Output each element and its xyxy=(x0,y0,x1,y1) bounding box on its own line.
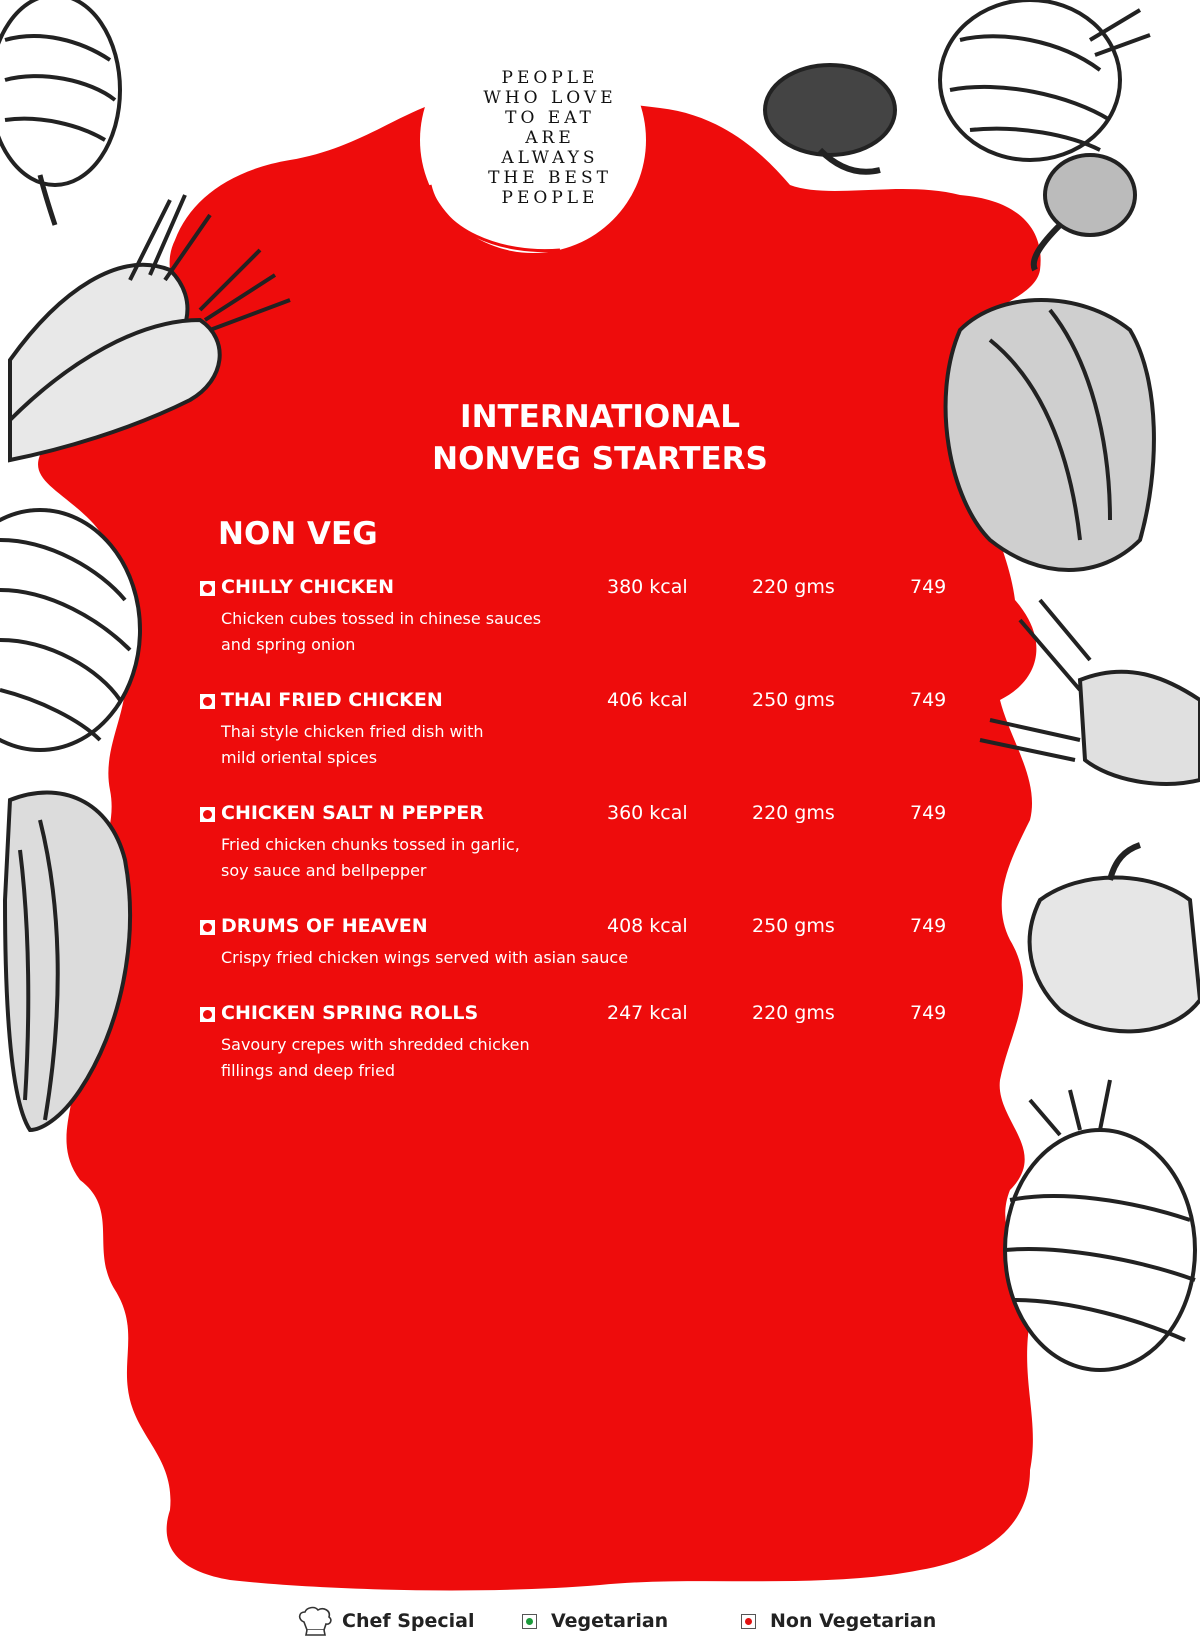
item-kcal: 380 kcal xyxy=(607,576,688,598)
quote-text xyxy=(460,68,640,208)
item-description-line: Chicken cubes tossed in chinese sauces xyxy=(221,609,542,628)
legend-chef-special xyxy=(296,1606,475,1636)
legend-label: Vegetarian xyxy=(551,1610,669,1632)
page-title-line1: INTERNATIONAL xyxy=(460,399,740,435)
quote-line: PEOPLE xyxy=(501,68,599,88)
item-description-line: fillings and deep fried xyxy=(221,1061,396,1080)
item-price: 749 xyxy=(910,802,947,824)
item-kcal: 247 kcal xyxy=(607,1002,688,1024)
item-name: THAI FRIED CHICKEN xyxy=(221,689,443,711)
item-description-line: Crispy fried chicken wings served with asian sauce xyxy=(221,948,629,967)
legend-vegetarian xyxy=(522,1606,668,1636)
legend-label: Non Vegetarian xyxy=(770,1610,937,1632)
item-weight: 220 gms xyxy=(752,1002,835,1024)
section-title: NON VEG xyxy=(218,516,378,552)
item-name: CHICKEN SPRING ROLLS xyxy=(221,1002,479,1024)
item-price: 749 xyxy=(910,1002,947,1024)
quote-line: ALWAYS xyxy=(501,148,599,168)
quote-line: PEOPLE xyxy=(501,188,599,208)
nonveg-marker-icon xyxy=(200,920,215,935)
chef-hat-icon xyxy=(296,1606,334,1636)
legend-label: Chef Special xyxy=(342,1610,475,1632)
item-price: 749 xyxy=(910,576,947,598)
nonveg-marker-icon xyxy=(200,1007,215,1022)
quote-line: TO EAT xyxy=(505,108,595,128)
item-description xyxy=(221,1032,530,1084)
nonveg-marker-icon xyxy=(200,581,215,596)
nonveg-marker-icon xyxy=(741,1614,756,1629)
item-description xyxy=(221,945,628,971)
item-name: DRUMS OF HEAVEN xyxy=(221,915,428,937)
nonveg-marker-icon xyxy=(200,807,215,822)
page-title-line2: NONVEG STARTERS xyxy=(432,441,768,477)
item-description xyxy=(221,606,541,658)
item-kcal: 360 kcal xyxy=(607,802,688,824)
item-price: 749 xyxy=(910,689,947,711)
nonveg-marker-icon xyxy=(200,694,215,709)
page-title xyxy=(370,396,830,480)
item-weight: 220 gms xyxy=(752,802,835,824)
quote-line: ARE xyxy=(525,128,575,148)
item-description-line: Thai style chicken fried dish with xyxy=(221,722,484,741)
item-description xyxy=(221,719,484,771)
item-weight: 250 gms xyxy=(752,689,835,711)
item-description-line: Savoury crepes with shredded chicken xyxy=(221,1035,530,1054)
quote-line: WHO LOVE xyxy=(483,88,617,108)
item-description-line: Fried chicken chunks tossed in garlic, xyxy=(221,835,520,854)
item-name: CHICKEN SALT N PEPPER xyxy=(221,802,484,824)
item-kcal: 408 kcal xyxy=(607,915,688,937)
veg-marker-icon xyxy=(522,1614,537,1629)
item-kcal: 406 kcal xyxy=(607,689,688,711)
item-weight: 220 gms xyxy=(752,576,835,598)
item-description-line: mild oriental spices xyxy=(221,748,378,767)
item-weight: 250 gms xyxy=(752,915,835,937)
item-description xyxy=(221,832,520,884)
item-name: CHILLY CHICKEN xyxy=(221,576,395,598)
legend-non-vegetarian xyxy=(741,1606,936,1636)
item-description-line: soy sauce and bellpepper xyxy=(221,861,427,880)
item-description-line: and spring onion xyxy=(221,635,356,654)
quote-line: THE BEST xyxy=(488,168,612,188)
item-price: 749 xyxy=(910,915,947,937)
